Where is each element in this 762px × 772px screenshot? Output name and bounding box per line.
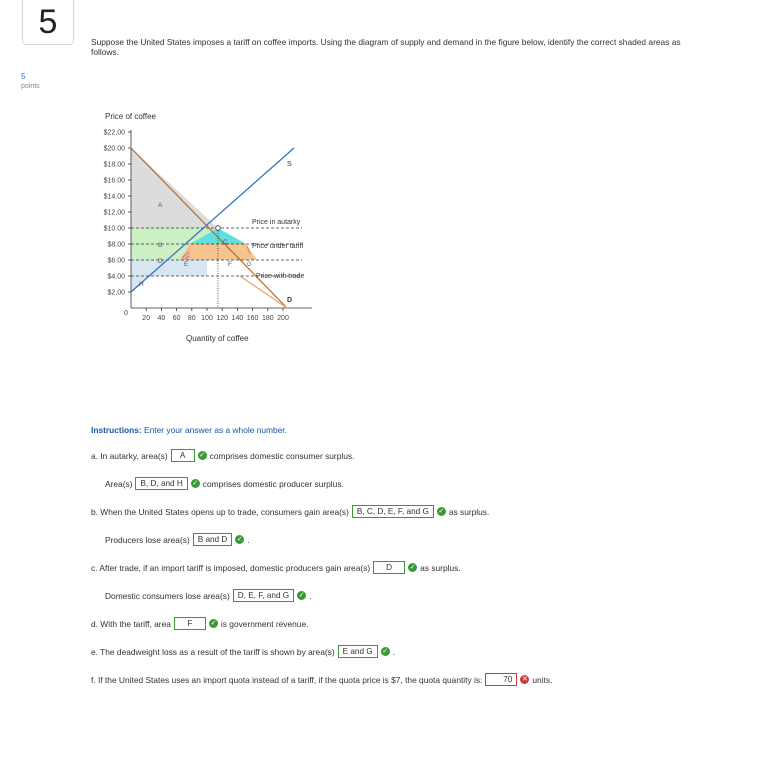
check-circle-icon: ✓ xyxy=(409,564,416,571)
x-tick-label: 60 xyxy=(172,315,181,322)
answer-row-d1 xyxy=(91,617,308,630)
y-tick-label: $22.00 xyxy=(103,129,125,137)
demand-label: D xyxy=(287,297,293,304)
check-circle-icon: ✓ xyxy=(236,536,243,543)
answer-f1-field[interactable]: 70 xyxy=(485,673,517,686)
answer-a2-suffix: comprises domestic producer surplus. xyxy=(202,478,344,489)
y-axis-label: Price of coffee xyxy=(105,112,156,121)
points-indicator xyxy=(21,72,40,92)
y-tick-label: $4.00 xyxy=(107,273,125,281)
points-value: 5 xyxy=(21,72,26,81)
question-prompt: Suppose the United States imposes a tariff on coffee imports. Using the diagram of supply and demand in the figure below, identify the correct shaded areas as follows. xyxy=(91,37,681,57)
x-tick-label: 80 xyxy=(187,315,196,322)
question-number: 5 xyxy=(22,0,74,45)
y-tick-label: $18.00 xyxy=(103,161,125,169)
answer-b1-prompt: b. When the United States opens up to trade, consumers gain area(s) xyxy=(91,506,349,517)
x-tick-label: 100 xyxy=(201,315,213,322)
area-D xyxy=(131,260,207,276)
answer-e1-suffix: . xyxy=(392,646,395,657)
y-tick-label: $12.00 xyxy=(103,209,125,217)
answer-row-c2 xyxy=(105,589,311,602)
area-A xyxy=(131,148,218,228)
answer-d1-suffix: is government revenue. xyxy=(220,618,309,629)
area-label-D: D xyxy=(158,258,163,265)
area-label-C: C xyxy=(223,239,228,246)
area-label-A: A xyxy=(158,202,163,209)
check-circle-icon: ✓ xyxy=(192,480,199,487)
answer-f1-suffix: units. xyxy=(532,674,553,685)
instructions-label: Instructions: xyxy=(91,425,142,435)
area-label-E: E xyxy=(184,262,189,268)
answer-e1-prompt: e. The deadweight loss as a result of the tariff is shown by area(s) xyxy=(91,646,335,657)
y-tick-label: $6.00 xyxy=(107,257,125,265)
x-circle-icon: ✕ xyxy=(521,676,528,683)
x-tick-label: 40 xyxy=(157,315,166,322)
area-label-G: G xyxy=(247,262,252,268)
points-label: points xyxy=(21,83,40,90)
answer-row-a1 xyxy=(91,449,354,462)
answer-a1-prompt: a. In autarky, area(s) xyxy=(91,450,168,461)
supply-demand-diagram xyxy=(90,106,330,356)
area-label-B: B xyxy=(158,242,163,249)
instructions xyxy=(91,425,287,435)
answer-d1-field[interactable]: F xyxy=(174,617,206,630)
y-tick-label: $10.00 xyxy=(103,225,125,233)
y-tick-label: $2.00 xyxy=(107,289,125,297)
price-trade-label: Price with trade xyxy=(256,273,305,280)
y-tick-label: $20.00 xyxy=(103,145,125,153)
answer-row-e1 xyxy=(91,645,395,658)
answer-c1-field[interactable]: D xyxy=(373,561,405,574)
instructions-text: Enter your answer as a whole number. xyxy=(144,425,287,435)
answer-a2-field[interactable]: B, D, and H xyxy=(135,477,187,490)
area-label-F: F xyxy=(228,261,232,268)
price-tariff-label: Price under tariff xyxy=(252,243,304,250)
answer-a1-suffix: comprises domestic consumer surplus. xyxy=(209,450,355,461)
answer-row-b2 xyxy=(105,533,250,546)
answer-c1-prompt: c. After trade, if an import tariff is imposed, domestic producers gain area(s) xyxy=(91,562,371,573)
origin-label: 0 xyxy=(124,310,128,317)
check-circle-icon: ✓ xyxy=(382,648,389,655)
answer-e1-field[interactable]: E and G xyxy=(338,645,378,658)
answer-row-a2 xyxy=(105,477,344,490)
y-tick-label: $14.00 xyxy=(103,193,125,201)
answer-b1-field[interactable]: B, C, D, E, F, and G xyxy=(352,505,434,518)
x-axis-label: Quantity of coffee xyxy=(186,334,249,343)
y-tick-label: $16.00 xyxy=(103,177,125,185)
answer-c2-prompt: Domestic consumers lose area(s) xyxy=(105,590,230,601)
x-tick-label: 200 xyxy=(277,315,289,322)
answer-b2-suffix: . xyxy=(247,534,250,545)
y-tick-label: $8.00 xyxy=(107,241,125,249)
answer-row-b1 xyxy=(91,505,489,518)
answer-a2-prompt: Area(s) xyxy=(105,478,133,489)
answer-row-c1 xyxy=(91,561,461,574)
answer-c1-suffix: as surplus. xyxy=(420,562,461,573)
x-tick-label: 20 xyxy=(142,315,151,322)
check-circle-icon: ✓ xyxy=(298,592,305,599)
answer-f1-prompt: f. If the United States uses an import quota instead of a tariff, if the quota price is $7, the quota quantity is: xyxy=(91,674,483,685)
answer-c2-field[interactable]: D, E, F, and G xyxy=(233,589,294,602)
answer-a1-field[interactable]: A xyxy=(171,449,195,462)
answer-b2-prompt: Producers lose area(s) xyxy=(105,534,190,545)
check-circle-icon: ✓ xyxy=(199,452,206,459)
answer-b2-field[interactable]: B and D xyxy=(193,533,233,546)
x-tick-label: 120 xyxy=(216,315,229,322)
x-tick-label: 180 xyxy=(261,315,274,322)
area-label-H: H xyxy=(139,281,144,288)
x-tick-label: 160 xyxy=(246,315,259,322)
price-autarky-label: Price in autarky xyxy=(252,219,301,226)
supply-label: S xyxy=(287,161,292,168)
check-circle-icon: ✓ xyxy=(210,620,217,627)
answer-b1-suffix: as surplus. xyxy=(448,506,490,517)
check-circle-icon: ✓ xyxy=(438,508,445,515)
answer-c2-suffix: . xyxy=(309,590,312,601)
x-tick-label: 140 xyxy=(231,315,244,322)
answer-d1-prompt: d. With the tariff, area xyxy=(91,618,171,629)
answer-row-f1 xyxy=(91,673,552,686)
